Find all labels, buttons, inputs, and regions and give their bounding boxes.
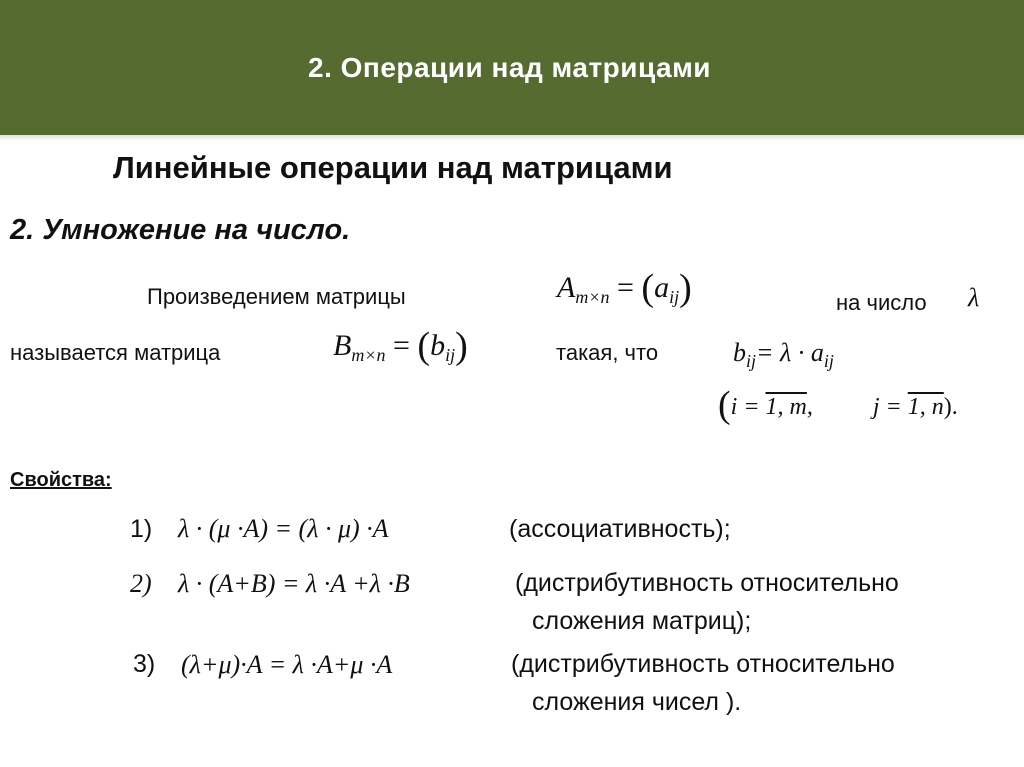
slide-title: 2. Операции над матрицами: [308, 52, 712, 83]
open-paren: (: [641, 267, 655, 309]
property-2-description-cont: сложения матриц);: [532, 607, 752, 635]
lambda-symbol: λ: [968, 283, 980, 312]
property-3-description-cont: сложения чисел ).: [532, 688, 742, 716]
range-j-prefix: j =: [872, 394, 908, 420]
formula-rhs-index: ij: [823, 351, 834, 371]
properties-label: Свойства:: [10, 469, 112, 491]
matrix-b-size: m×n: [351, 345, 386, 365]
property-1-formula: λ · (μ ·A) = (λ · μ) ·A: [178, 514, 389, 543]
matrix-b-formula: $B_{m\times n} = (b_{ij})$: [333, 325, 468, 367]
matrix-b-symbol: B: [333, 329, 352, 362]
header-divider: [0, 135, 1024, 141]
property-3-number: 3): [133, 650, 156, 678]
definition-text-1: Произведением матрицы: [147, 284, 406, 309]
matrix-a-element: a: [654, 271, 670, 304]
property-2-number: 2): [130, 569, 152, 598]
matrix-a-index: ij: [669, 287, 680, 307]
element-formula: [733, 338, 834, 372]
range-end: ).: [943, 394, 958, 420]
property-2-formula: λ · (A+B) = λ ·A +λ ·B: [178, 569, 410, 598]
property-1-description: (ассоциативность);: [509, 515, 731, 543]
matrix-b-element: b: [430, 329, 446, 362]
definition-text-4: такая, что: [556, 340, 659, 365]
close-paren: ): [679, 267, 692, 309]
subtitle: Линейные операции над матрицами: [113, 150, 673, 185]
matrix-a-size: m×n: [575, 287, 610, 307]
open-paren: (: [718, 384, 731, 426]
matrix-a-symbol: A: [557, 271, 576, 304]
range-i-prefix: i =: [730, 394, 766, 420]
definition-text-3: называется матрица: [10, 340, 221, 365]
property-1-number: 1): [130, 515, 153, 543]
definition-text-2: на число: [836, 290, 927, 315]
property-3-description: (дистрибутивность относительно: [511, 650, 895, 678]
formula-rhs: = λ · a: [756, 338, 824, 367]
range-i-values: 1, m: [765, 394, 807, 420]
matrix-b-index: ij: [445, 345, 456, 365]
open-paren: (: [417, 325, 431, 367]
close-paren: ): [455, 325, 468, 367]
property-2-description: (дистрибутивность относительно: [515, 569, 899, 597]
section-title: 2. Умножение на число.: [10, 214, 351, 246]
formula-lhs-index: ij: [746, 351, 757, 371]
property-3-formula: (λ+μ)·A = λ ·A+μ ·A: [181, 650, 393, 679]
index-ranges: (i = 1, m, j = 1, n).: [718, 384, 958, 426]
matrix-a-formula: $A_{m\times n} = (a_{ij})$: [557, 267, 692, 309]
formula-lhs: b: [733, 338, 746, 367]
range-j-values: 1, n: [907, 394, 944, 420]
